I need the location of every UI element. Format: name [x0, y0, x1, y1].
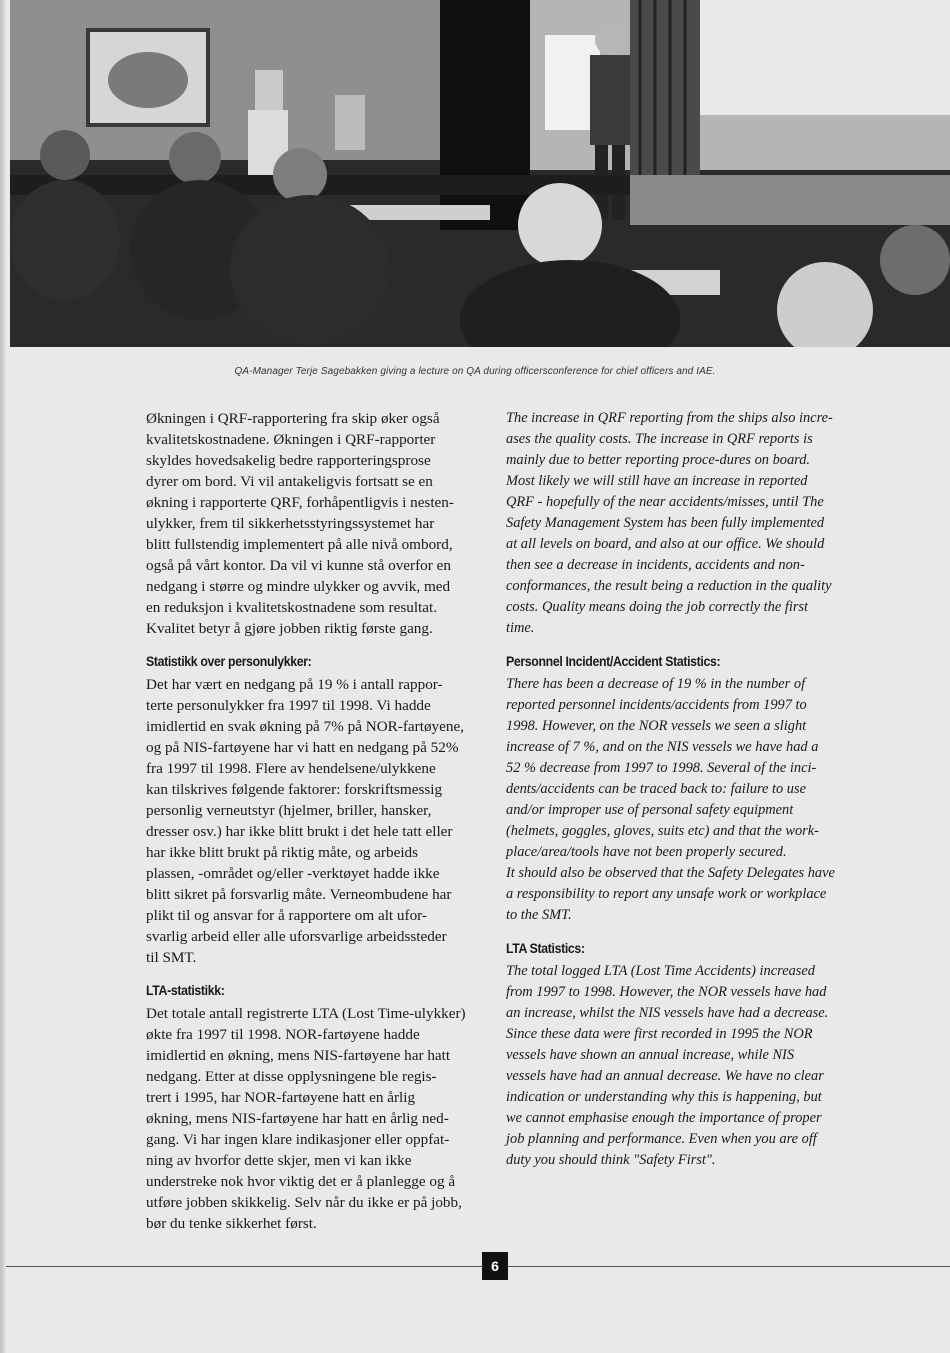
- lta-statistics-heading-no: LTA-statistikk:: [146, 982, 225, 998]
- english-column: [506, 408, 851, 1171]
- page-number: 6: [482, 1252, 508, 1280]
- lecture-photo-graphic: [10, 0, 950, 347]
- personnel-statistics-heading-en: Personnel Incident/Accident Statistics:: [506, 653, 721, 669]
- norwegian-column: [146, 408, 486, 1234]
- personnel-statistics-heading-no: Statistikk over personulykker:: [146, 653, 312, 669]
- lecture-photo: [10, 0, 950, 347]
- photo-caption: QA-Manager Terje Sagebakken giving a lecture on QA during officersconference for chief officers and IAE.: [234, 366, 716, 377]
- lta-statistics-text-en: The total logged LTA (Lost Time Accidents) increased from 1997 to 1998. However, the NOR vessels have had an increase, whilst the NIS vessels have had a decrease. Since these data were first recorded in 1995 the NOR vessels have shown an annual increase, while NIS vessels have had an annual decrease. We have no clear indication or understanding why this is happening, but we cannot emphasise enough the importance of proper job planning and performance. Even when you are off duty you should think "Safety First".: [506, 963, 829, 1168]
- personnel-statistics-text-no: Det har vært en nedgang på 19 % i antall rappor- terte personulykker fra 1997 til 1998. Vi hadde imidlertid en svak økning på 7% på NOR-fartøyene, og på NIS-fartøyene har vi hatt en nedgang på 52% fra 1997 til 1998. Flere av hendelsene/ulykkene kan tilskrives følgende faktorer: forskriftsmessig personlig verneutstyr (hjelmer, briller, hansker, dresser osv.) har ikke blitt brukt i det hele tatt eller har ikke blitt brukt på riktig måte, og arbeids plassen, -området og/eller -verktøyet hadde ikke blitt sikret på forsvarlig måte. Verneombudene har plikt til og ansvar for å rapportere om alt ufor- svarlig arbeid eller alle uforsvarlige arbeidssteder til SMT.: [146, 676, 465, 966]
- page-edge: [0, 0, 6, 1353]
- footer-rule-right: [508, 1266, 950, 1267]
- footer-rule-left: [6, 1266, 482, 1267]
- lta-statistics-heading-en: LTA Statistics:: [506, 940, 585, 956]
- personnel-statistics-text-en: There has been a decrease of 19 % in the number of reported personnel incidents/accidents from 1997 to 1998. However, on the NOR vessels we seen a slight increase of 7 %, and on the NIS vessels we have had a 52 % decrease from 1997 to 1998. Several of the inci- dents/accidents can be traced back to: failure to use and/or improper use of personal safety equipment (helmets, goggles, gloves, suits etc) and that the work- place/area/tools have not been properly secured. It should also be observed that the Safety Delegates have a responsibility to report any unsafe work or workplace to the SMT.: [506, 676, 835, 923]
- intro-paragraph-no: Økningen i QRF-rapportering fra skip øker også kvalitetskostnadene. Økningen i QRF-rapporter skyldes hovedsakelig bedre rapporteringsprose dyrer om bord. Vi vil antakeligvis fortsatt se en økning i rapporterte QRF, forhåpentligvis i nesten- ulykker, frem til sikkerhetsstyringssystemet har blitt fullstendig implementert på alle nivå ombord, også på vårt kontor. Da vil vi kunne stå overfor en nedgang i større og mindre ulykker og avvik, med en reduksjon i kvalitetskostnadene som resultat. Kvalitet betyr å gjøre jobben riktig første gang.: [146, 410, 454, 637]
- lta-statistics-text-no: Det totale antall registrerte LTA (Lost Time-ulykker) økte fra 1997 til 1998. NOR-fartøyene hadde imidlertid en økning, mens NIS-fartøyene har hatt nedgang. Etter at disse opplysningene ble regis- trert i 1995, har NOR-fartøyene hatt en årlig økning, mens NIS-fartøyene har hatt en årlig ned- gang. Vi har ingen klare indikasjoner eller oppfat- ning av hvorfor dette skjer, men vi kan ikke understreke nok hvor viktig det er å planlegge og å utføre jobben skikkelig. Selv når du ikke er på jobb, bør du tenke sikkerhet først.: [146, 1005, 466, 1232]
- intro-paragraph-en: The increase in QRF reporting from the ships also incre- ases the quality costs. The increase in QRF reports is mainly due to better reporting proce-dures on board. Most likely we will still have an increase in reported QRF - hopefully of the near accidents/misses, until The Safety Management System has been fully implemented at all levels on board, and also at our office. We should then see a decrease in incidents, accidents and non- conformances, the result being a reduction in the quality costs. Quality means doing the job correctly the first time.: [506, 410, 833, 636]
